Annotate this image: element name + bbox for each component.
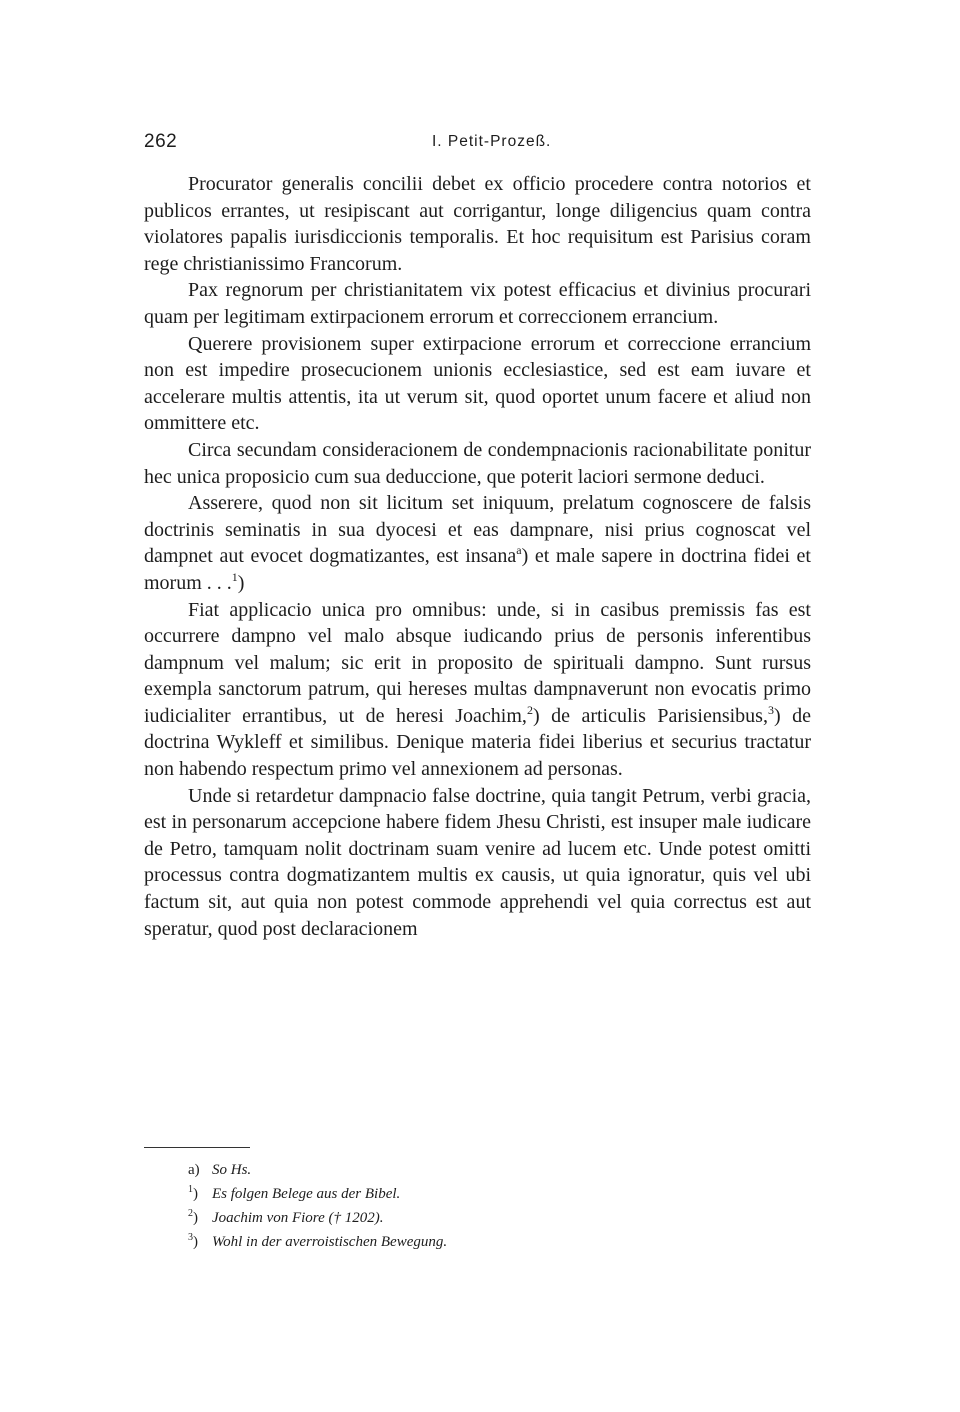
footnote-a xyxy=(188,1158,748,1182)
footnote-1 xyxy=(188,1182,748,1206)
footnote-2-mark: ) xyxy=(193,1210,198,1226)
paragraph-5-text-b: ) et male sapere in doctrina fidei et morum . . . xyxy=(144,545,811,594)
footnote-3-text: Wohl in der averroistischen Bewegung. xyxy=(212,1234,448,1250)
footnote-a-mark: a) xyxy=(188,1162,200,1178)
footnote-3-mark: ) xyxy=(193,1234,198,1250)
paragraph-4: Circa secundam consideracionem de condempnacionis racionabilitate ponitur hec unica proposicio cum sua deduccione, que poterit laciori sermone deduci. xyxy=(144,438,811,488)
paragraph-7: Unde si retardetur dampnacio false doctrine, quia tangit Petrum, verbi gracia, est in personarum accepcione habere fidem Jhesu Christi, est insuper male iudicare de Petro, tamquam nolit doctrinam suam venire ad lucem etc. Unde potest omitti processus contra dogmatizantem multis ex causis, ut quia ignoratur, quis vel ubi factum sit, aut quia non potest commode apprehendi vel quia correctus est aut speratur, quod post declaracionem xyxy=(144,784,811,940)
paragraph-6-text-c: ) de doctrina Wykleff et similibus. Denique materia fidei liberius et securius tractatur non habendo respectum primo vel annexionem ad personas. xyxy=(144,704,811,781)
paragraph-6-text-a: Fiat applicacio unica pro omnibus: unde, si in casibus premissis fas est occurrere dampno vel malo absque iudicando prius de personis inferentibus dampnum vel malum; sic erit in proposito de spirituali dampno. Sunt rursus exempla sanctorum patrum, qui hereses multas dampnaverunt non evocatis primo iudicialiter errantibus, ut de heresi Joachim, xyxy=(144,598,811,727)
paragraph-5-text-c: ) xyxy=(237,571,245,594)
body-text xyxy=(144,171,811,942)
paragraph-6 xyxy=(144,597,811,783)
footnote-ref-3: 3 xyxy=(767,702,774,717)
footnote-ref-a: a xyxy=(516,543,522,558)
footnote-1-sup: 1 xyxy=(188,1184,193,1195)
footnote-1-text: Es folgen Belege aus der Bibel. xyxy=(212,1186,401,1202)
paragraph-6-text-b: ) de articulis Parisiensibus, xyxy=(532,704,768,727)
footnote-2-sup: 2 xyxy=(188,1208,193,1219)
footnote-ref-1: 1 xyxy=(231,569,238,584)
paragraph-5-text-a: Asserere, quod non sit licitum set iniquum, prelatum cognoscere de falsis doctrinis seminatis in sua dyocesi et eas dampnare, nisi prius cognoscat vel dampnet aut evocet dogmatizantes, est insana xyxy=(144,492,811,568)
footnote-3-sup: 3 xyxy=(188,1232,193,1243)
paragraph-3: Querere provisionem super extirpacione errorum et correccione errancium non est impedire prosecucionem unionis ecclesiastice, sed est eam iuvare et accelerare multis attentis, ita ut verum sit, quod oportet unum facere et aliud non ommittere etc. xyxy=(144,332,811,435)
footnote-a-text: So Hs. xyxy=(212,1162,252,1178)
footnote-2 xyxy=(188,1206,748,1230)
running-title: I. Petit-Prozeß. xyxy=(432,133,552,150)
footnote-3 xyxy=(188,1230,748,1254)
footnote-1-mark: ) xyxy=(193,1186,198,1202)
paragraph-2: Pax regnorum per christianitatem vix potest efficacius et divinius procurari quam per legitimam extirpacionem errorum et correccionem errancium. xyxy=(144,279,811,328)
paragraph-5 xyxy=(144,490,811,596)
footnote-2-text: Joachim von Fiore († 1202). xyxy=(212,1210,384,1226)
paragraph-1: Procurator generalis concilii debet ex officio procedere contra notorios et publicos errantes, ut resipiscant aut corrigantur, longe diligencius quam contra violatores papalis iurisdiccionis temporalis. Et hoc requisitum est Parisius coram rege christianissimo Francorum. xyxy=(144,173,811,275)
page-number: 262 xyxy=(144,131,178,152)
footnote-divider xyxy=(144,1147,250,1148)
footnotes xyxy=(188,1158,748,1254)
footnote-ref-2: 2 xyxy=(526,702,533,717)
